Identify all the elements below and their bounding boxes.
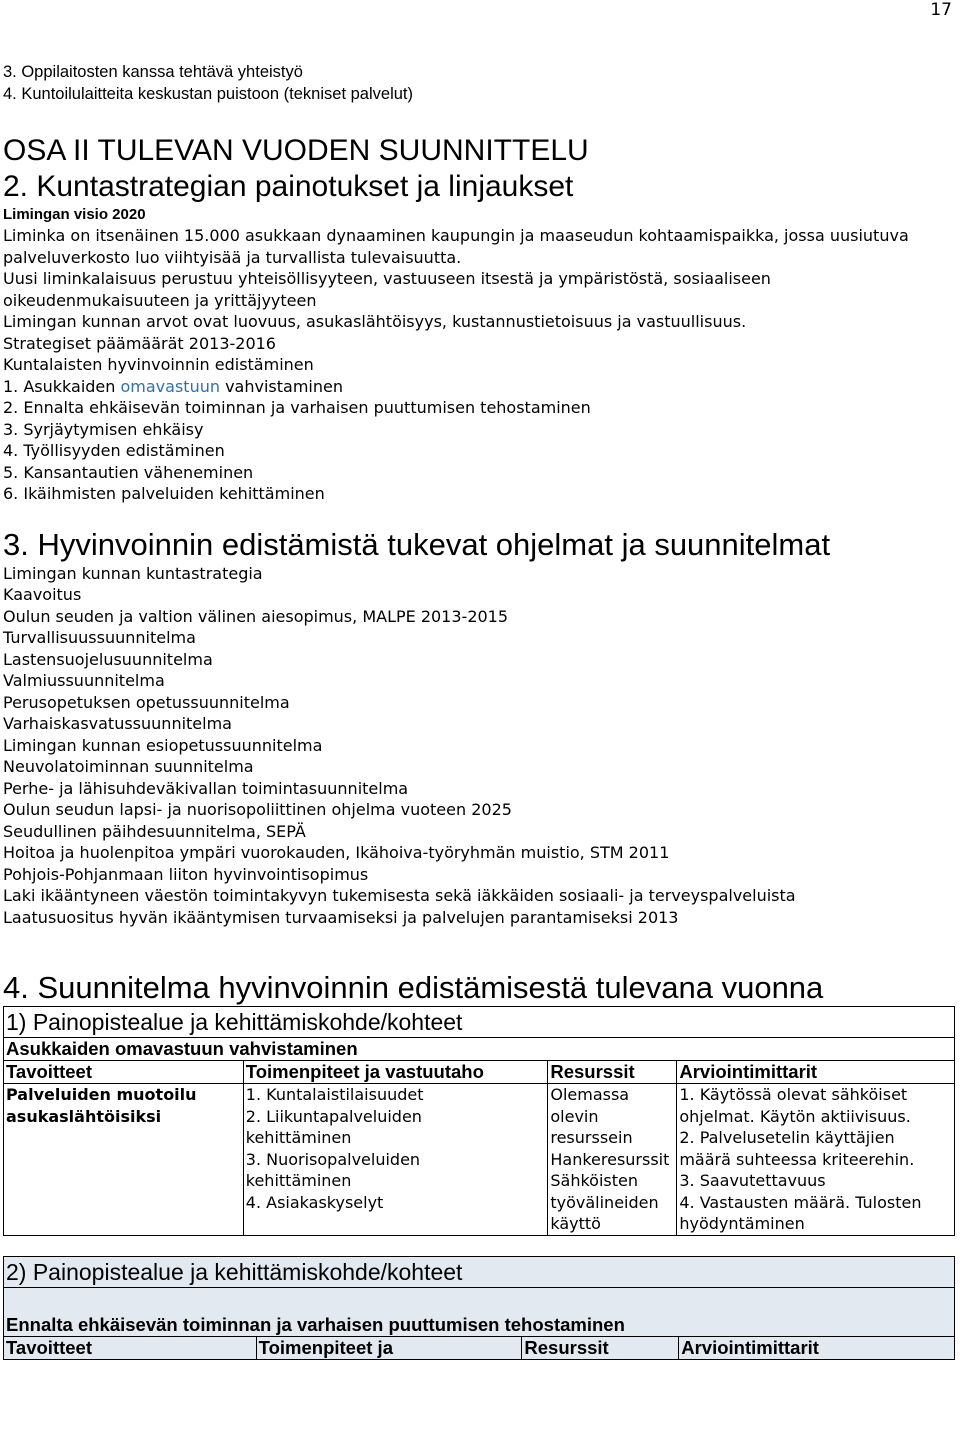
cell-toimenpiteet (243, 1084, 548, 1236)
col-header-arviointi: Arviointimittarit (677, 1061, 955, 1084)
list-item: Laatusuositus hyvän ikääntymisen turvaamiseksi ja palvelujen parantamiseksi 2013 (3, 907, 679, 927)
cell-line: olevin (550, 1106, 599, 1126)
list-item: Laki ikääntyneen väestön toimintakyvyn tukemisesta sekä iäkkäiden sosiaali- ja terveyspalveluista (3, 886, 796, 905)
page-number: 17 (930, 0, 952, 20)
cell-line: 4. Vastausten määrä. Tulosten (679, 1192, 922, 1212)
cell-line: kehittäminen (245, 1171, 352, 1190)
list-item: Pohjois-Pohjanmaan liiton hyvinvointisopimus (3, 864, 369, 884)
intro-list (3, 62, 957, 105)
goal-item: 6. Ikäihmisten palveluiden kehittäminen (3, 484, 325, 503)
list-item: Limingan kunnan kuntastrategia (3, 563, 263, 583)
cell-line: 3. Nuorisopalveluiden (245, 1149, 421, 1169)
cell-line: 1. Käytössä olevat sähköiset (679, 1085, 908, 1104)
part-title: OSA II TULEVAN VUODEN SUUNNITTELU (3, 134, 589, 167)
col-header-tavoitteet: Tavoitteet (4, 1061, 244, 1084)
cell-resurssit (548, 1084, 677, 1236)
table2-focus: Ennalta ehkäisevän toiminnan ja varhaisen puuttumisen tehostaminen (4, 1287, 955, 1336)
plan-table-2 (3, 1256, 955, 1360)
section4-title: 4. Suunnitelma hyvinvoinnin edistämisestä tulevana vuonna (3, 970, 824, 1005)
list-item: Lastensuojelusuunnitelma (3, 649, 213, 669)
programs-list (3, 563, 957, 929)
table2-caption: 2) Painopistealue ja kehittämiskohde/kohteet (4, 1256, 955, 1287)
list-item: Hoitoa ja huolenpitoa ympäri vuorokauden, Ikähoiva-työryhmän muistio, STM 2011 (3, 843, 670, 862)
goals-title: Strategiset päämäärät 2013-2016 (3, 333, 276, 353)
cell-line: 2. Palvelusetelin käyttäjien (679, 1128, 895, 1147)
list-item: Valmiussuunnitelma (3, 671, 165, 690)
goals-subtitle: Kuntalaisten hyvinvoinnin edistäminen (3, 355, 314, 374)
list-item: Turvallisuussuunnitelma (3, 628, 196, 647)
vision-text: Liminka on itsenäinen 15.000 asukkaan dynaaminen kaupungin ja maaseudun kohtaamispaikka, jossa uusiutuva palveluverkosto luo viihtyisää ja turvallista tulevaisuutta. (3, 226, 909, 267)
plan-table-1 (3, 1006, 955, 1236)
col-header-toimenpiteet: Toimenpiteet ja vastuutaho (243, 1061, 548, 1084)
cell-line: 3. Saavutettavuus (679, 1171, 826, 1190)
goal-item: 3. Syrjäytymisen ehkäisy (3, 419, 204, 439)
col-header-resurssit: Resurssit (522, 1336, 679, 1359)
values-text: Uusi liminkalaisuus perustuu yhteisöllisyyteen, vastuuseen itsestä ja ympäristöstä, sosiaaliseen oikeudenmukaisuuteen ja yrittäjyyteen (3, 269, 771, 310)
goal-text: vahvistaminen (219, 376, 343, 396)
cell-line: 4. Asiakaskyselyt (245, 1192, 384, 1212)
omavastuun-link[interactable]: omavastuun (120, 376, 220, 396)
cell-line: Palveluiden muotoilu (6, 1085, 197, 1104)
goal-item: 2. Ennalta ehkäisevän toiminnan ja varhaisen puuttumisen tehostaminen (3, 398, 591, 417)
list-item: Kaavoitus (3, 585, 82, 604)
cell-line: määrä suhteessa kriteerehin. (679, 1149, 915, 1169)
table1-caption: 1) Painopistealue ja kehittämiskohde/kohteet (4, 1007, 955, 1038)
list-item: Oulun seuden ja valtion välinen aiesopimus, MALPE 2013-2015 (3, 606, 509, 626)
goal-item-1 (3, 376, 957, 398)
col-header-resurssit: Resurssit (548, 1061, 677, 1084)
list-item: Perhe- ja lähisuhdeväkivallan toimintasuunnitelma (3, 778, 409, 798)
intro-line: 4. Kuntoilulaitteita keskustan puistoon (tekniset palvelut) (3, 84, 413, 103)
list-item: Neuvolatoiminnan suunnitelma (3, 757, 254, 776)
cell-line: hyödyntäminen (679, 1214, 805, 1233)
col-header-toimenpiteet: Toimenpiteet ja (256, 1336, 522, 1359)
list-item: Limingan kunnan esiopetussuunnitelma (3, 735, 323, 755)
arvot-text: Limingan kunnan arvot ovat luovuus, asukaslähtöisyys, kustannustietoisuus ja vastuullisuus. (3, 312, 747, 331)
section2-title: 2. Kuntastrategian painotukset ja linjaukset (3, 170, 574, 203)
cell-line: työvälineiden (550, 1192, 659, 1212)
cell-line: Hankeresurssit (550, 1149, 670, 1169)
list-item: Varhaiskasvatussuunnitelma (3, 714, 232, 733)
cell-line: resurssein (550, 1128, 633, 1147)
cell-line: ohjelmat. Käytön aktiivisuus. (679, 1106, 911, 1126)
cell-arviointi (677, 1084, 955, 1236)
col-header-arviointi: Arviointimittarit (679, 1336, 955, 1359)
section3-title: 3. Hyvinvoinnin edistämistä tukevat ohjelmat ja suunnitelmat (3, 526, 831, 562)
list-item: Seudullinen päihdesuunnitelma, SEPÄ (3, 821, 306, 841)
cell-line: asukaslähtöisiksi (6, 1106, 162, 1126)
goal-item: 5. Kansantautien väheneminen (3, 462, 254, 482)
cell-line: Sähköisten (550, 1171, 638, 1190)
cell-tavoitteet (4, 1084, 244, 1236)
cell-line: 2. Liikuntapalveluiden (245, 1106, 422, 1126)
list-item: Perusopetuksen opetussuunnitelma (3, 692, 290, 712)
table-row (4, 1084, 955, 1236)
cell-line: Olemassa (550, 1085, 630, 1104)
section2-subtitle: Limingan visio 2020 (3, 206, 146, 223)
cell-line: 1. Kuntalaistilaisuudet (245, 1085, 424, 1104)
goal-text: 1. Asukkaiden (3, 376, 121, 396)
goal-item: 4. Työllisyyden edistäminen (3, 441, 225, 460)
table1-focus: Asukkaiden omavastuun vahvistaminen (4, 1038, 955, 1061)
cell-line: kehittäminen (245, 1128, 352, 1147)
list-item: Oulun seudun lapsi- ja nuorisopoliittinen ohjelma vuoteen 2025 (3, 800, 512, 819)
intro-line: 3. Oppilaitosten kanssa tehtävä yhteistyö (3, 63, 303, 81)
col-header-tavoitteet: Tavoitteet (4, 1336, 257, 1359)
cell-line: käyttö (550, 1214, 601, 1233)
document-page (3, 62, 957, 1360)
